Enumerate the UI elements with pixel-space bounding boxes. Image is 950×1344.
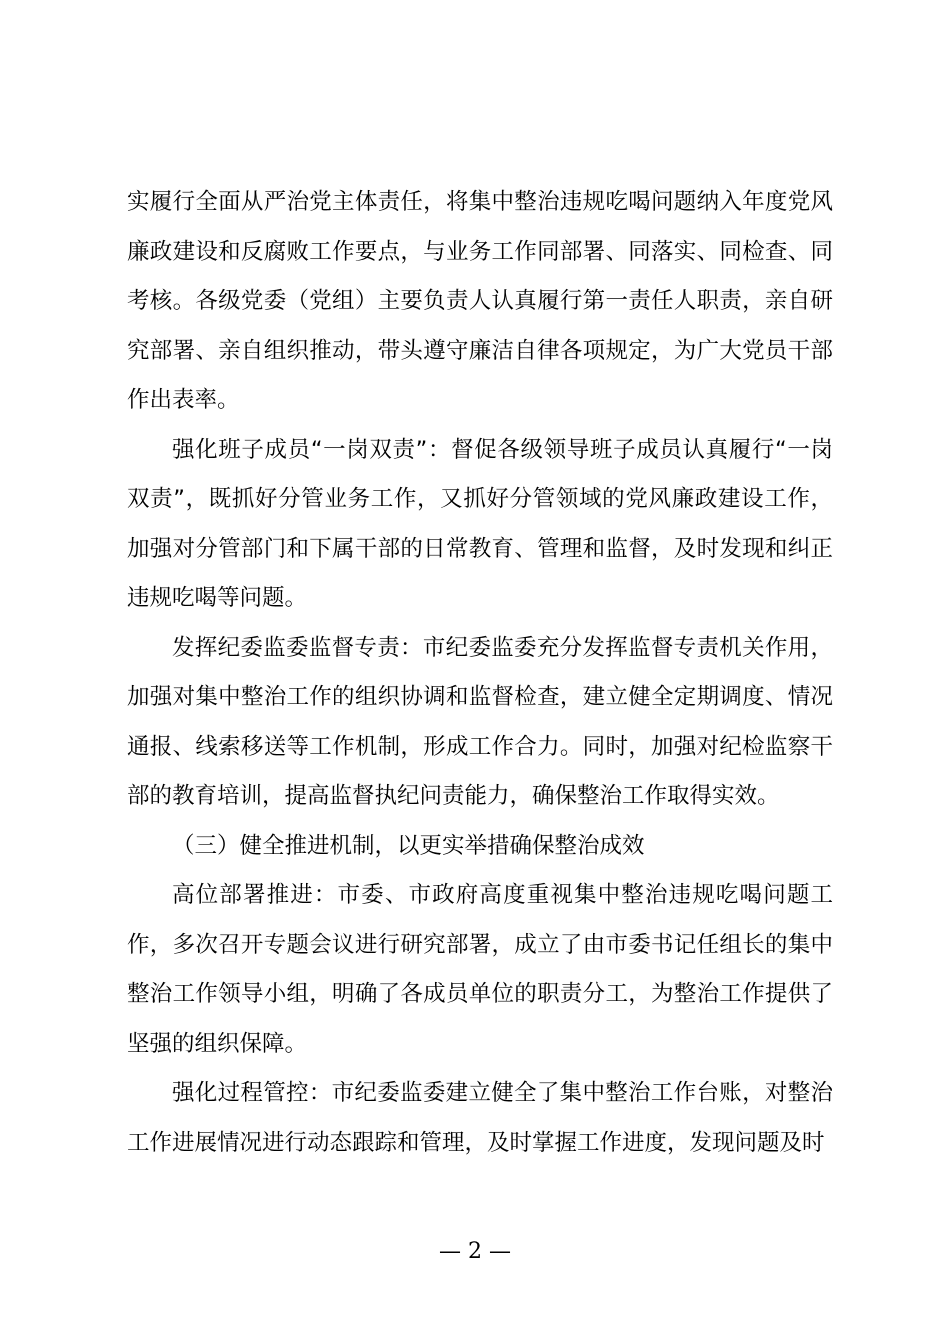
paragraph-5: 强化过程管控：市纪委监委建立健全了集中整治工作台账，对整治工作进展情况进行动态跟踪和管理，及时掌握工作进度，发现问题及时 bbox=[127, 1080, 833, 1156]
document-body bbox=[127, 178, 833, 1168]
paragraph-2: 强化班子成员“一岗双责”：督促各级领导班子成员认真履行“一岗双责”，既抓好分管业务工作，又抓好分管领域的党风廉政建设工作，加强对分管部门和下属干部的日常教育、管理和监督，及时发现和纠正违规吃喝等问题。 bbox=[127, 436, 833, 611]
paragraph-4: 高位部署推进：市委、市政府高度重视集中整治违规吃喝问题工作，多次召开专题会议进行研究部署，成立了由市委书记任组长的集中整治工作领导小组，明确了各成员单位的职责分工，为整治工作提供了坚强的组织保障。 bbox=[127, 882, 833, 1057]
paragraph-1: 实履行全面从严治党主体责任，将集中整治违规吃喝问题纳入年度党风廉政建设和反腐败工作要点，与业务工作同部署、同落实、同检查、同考核。各级党委（党组）主要负责人认真履行第一责任人职责，亲自研究部署、亲自组织推动，带头遵守廉洁自律各项规定，为广大党员干部作出表率。 bbox=[127, 189, 833, 413]
paragraph-3: 发挥纪委监委监督专责：市纪委监委充分发挥监督专责机关作用，加强对集中整治工作的组织协调和监督检查，建立健全定期调度、情况通报、线索移送等工作机制，形成工作合力。同时，加强对纪检监察干部的教育培训，提高监督执纪问责能力，确保整治工作取得实效。 bbox=[127, 634, 833, 809]
page-number: — 2 — bbox=[439, 1239, 511, 1264]
section-heading: （三）健全推进机制，以更实举措确保整治成效 bbox=[172, 832, 645, 859]
